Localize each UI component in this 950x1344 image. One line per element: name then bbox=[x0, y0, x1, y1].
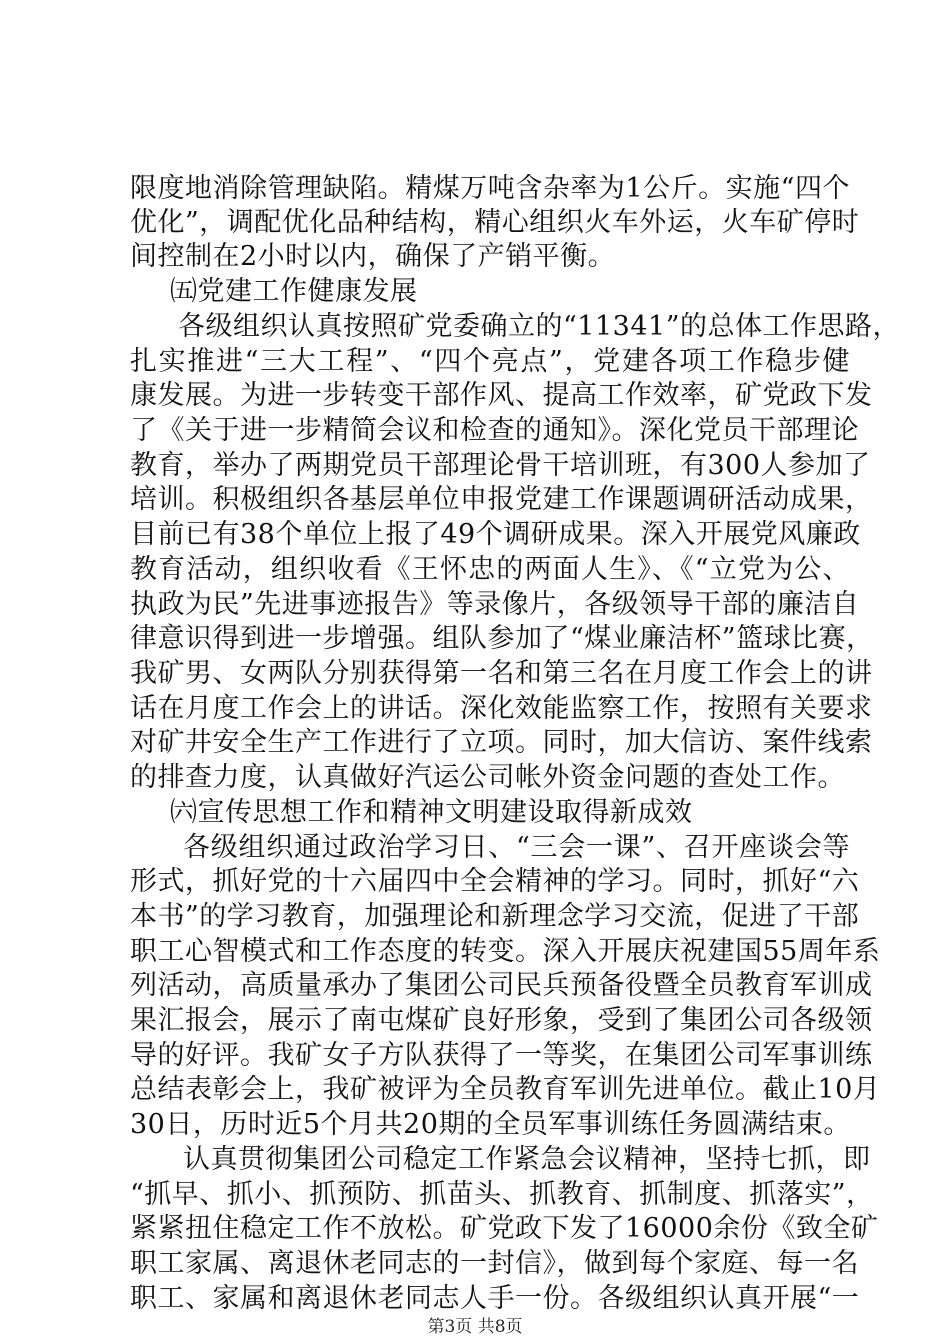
body-line: 的排查力度，认真做好汽运公司帐外资金问题的查处工作。 bbox=[130, 762, 845, 793]
body-line: 列活动，高质量承办了集团公司民兵预备役暨全员教育军训成 bbox=[130, 970, 873, 1001]
body-line: 了《关于进一步精简会议和检查的通知》。深化党员干部理论 bbox=[130, 415, 859, 446]
body-line: 紧紧扭住稳定工作不放松。矿党政下发了16000余份《致全矿 bbox=[130, 1213, 879, 1244]
body-line: “抓早、抓小、抓预防、抓苗头、抓教育、抓制度、抓落实”， bbox=[130, 1179, 874, 1210]
body-line: 培训。积极组织各基层单位申报党建工作课题调研活动成果， bbox=[130, 484, 873, 515]
body-line: 我矿男、女两队分别获得第一名和第三名在月度工作会上的讲 bbox=[130, 658, 873, 689]
body-line: 教育，举办了两期党员干部理论骨干培训班，有300人参加了 bbox=[130, 450, 871, 481]
body-line: 间控制在2小时以内，确保了产销平衡。 bbox=[130, 241, 616, 272]
body-line: 本书”的学习教育，加强理论和新理念学习交流，促进了干部 bbox=[130, 901, 860, 932]
body-line: 职工、家属和离退休老同志人手一份。各级组织认真开展“一 bbox=[130, 1283, 860, 1314]
body-line: 扎实推进“三大工程”、“四个亮点”，党建各项工作稳步健 bbox=[130, 346, 850, 377]
body-line: 目前已有38个单位上报了49个调研成果。深入开展党风廉政 bbox=[130, 519, 861, 550]
section-heading: ㈤党建工作健康发展 bbox=[170, 276, 418, 307]
body-line: 职工家属、离退休老同志的一封信》，做到每个家庭、每一名 bbox=[130, 1248, 859, 1279]
body-line: 执政为民”先进事迹报告》等录像片，各级领导干部的廉洁自 bbox=[130, 589, 860, 620]
body-line: 律意识得到进一步增强。组队参加了“煤业廉洁杯”篮球比赛， bbox=[130, 623, 874, 654]
body-line: 限度地消除管理缺陷。精煤万吨含杂率为1公斤。实施“四个 bbox=[130, 173, 850, 204]
body-line: 各级组织通过政治学习日、“三会一课”、召开座谈会等 bbox=[183, 832, 850, 863]
body-line: 果汇报会，展示了南屯煤矿良好形象，受到了集团公司各级领 bbox=[130, 1005, 873, 1036]
section-heading: ㈥宣传思想工作和精神文明建设取得新成效 bbox=[170, 797, 693, 828]
body-line: 总结表彰会上，我矿被评为全员教育军训先进单位。截止10月 bbox=[130, 1074, 881, 1105]
body-line: 职工心智模式和工作态度的转变。深入开展庆祝建国55周年系 bbox=[130, 936, 881, 967]
body-line: 话在月度工作会上的讲话。深化效能监察工作，按照有关要求 bbox=[130, 693, 873, 724]
body-line: 导的好评。我矿女子方队获得了一等奖，在集团公司军事训练 bbox=[130, 1040, 873, 1071]
body-line: 各级组织认真按照矿党委确立的“11341”的总体工作思路， bbox=[178, 311, 900, 342]
body-line: 优化”，调配优化品种结构，精心组织火车外运，火车矿停时 bbox=[130, 207, 860, 238]
body-line: 30日，历时近5个月共20期的全员军事训练任务圆满结束。 bbox=[130, 1109, 851, 1140]
body-line: 对矿井安全生产工作进行了立项。同时，加大信访、案件线索 bbox=[130, 727, 873, 758]
body-line: 形式，抓好党的十六届四中全会精神的学习。同时，抓好“六 bbox=[130, 866, 860, 897]
body-line: 康发展。为进一步转变干部作风、提高工作效率，矿党政下发 bbox=[130, 380, 873, 411]
page-footer: 第3页 共8页 bbox=[427, 1317, 523, 1337]
body-line: 认真贯彻集团公司稳定工作紧急会议精神，坚持七抓，即 bbox=[183, 1144, 871, 1175]
body-line: 教育活动，组织收看《王怀忠的两面人生》、《“立党为公、 bbox=[130, 554, 850, 585]
